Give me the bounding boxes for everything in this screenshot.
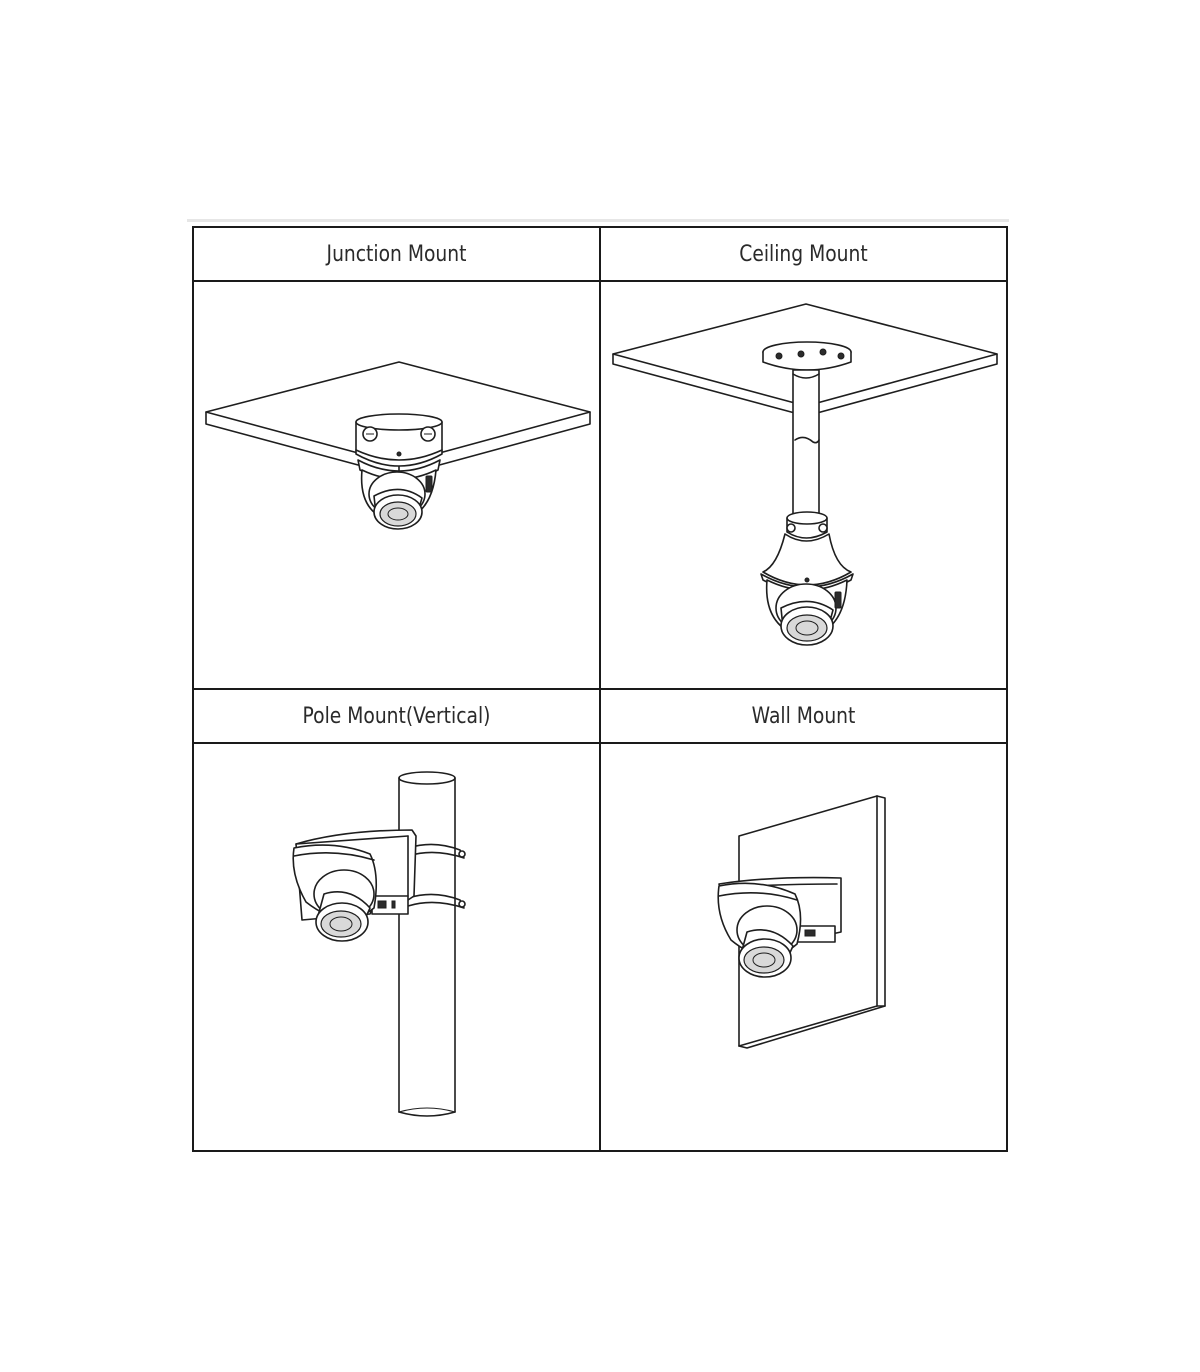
pole-mount-illustration — [194, 744, 600, 1148]
pole-mount-cell — [193, 743, 600, 1151]
junction-mount-illustration — [194, 282, 600, 686]
ceiling-mount-illustration — [601, 282, 1007, 686]
wall-mount-cell — [600, 743, 1007, 1151]
junction-mount-header — [224, 227, 570, 281]
junction-mount-cell — [193, 281, 600, 689]
pole-mount-label: Pole Mount(Vertical) — [302, 703, 491, 729]
wall-mount-header — [631, 689, 977, 743]
header-row-top — [193, 227, 1007, 281]
ceiling-mount-header — [631, 227, 977, 281]
mount-options-table — [192, 226, 1008, 1152]
junction-mount-label: Junction Mount — [326, 241, 467, 267]
figure-row-bottom — [193, 743, 1007, 1151]
wall-mount-illustration — [601, 744, 1007, 1148]
ceiling-mount-label: Ceiling Mount — [739, 241, 868, 267]
header-row-bottom — [193, 689, 1007, 743]
wall-mount-label: Wall Mount — [751, 703, 856, 729]
pole-mount-header — [224, 689, 570, 743]
figure-row-top — [193, 281, 1007, 689]
top-rule — [187, 219, 1009, 222]
ceiling-mount-cell — [600, 281, 1007, 689]
